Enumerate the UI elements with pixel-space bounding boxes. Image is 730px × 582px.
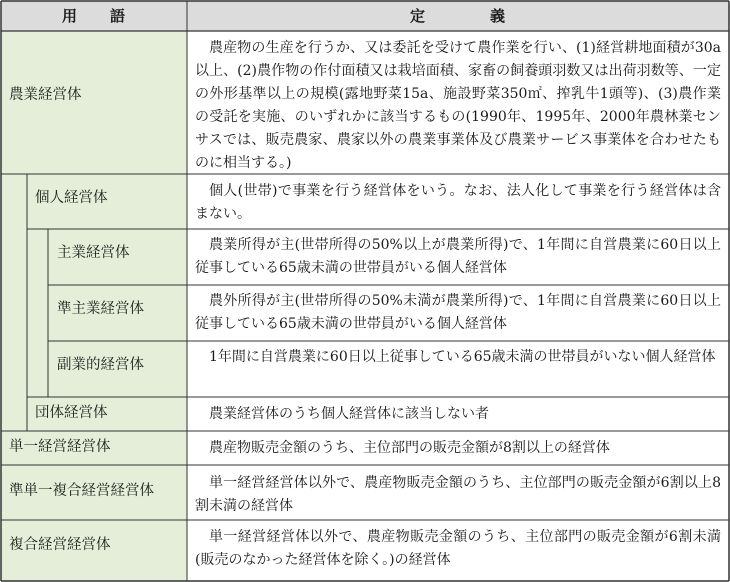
definition-side-business-entity: 1年間に自営農業に60日以上従事している65歳未満の世帯員がいない個人経営体 xyxy=(209,349,716,365)
term-organization-entity: 団体経営体 xyxy=(35,405,108,421)
definition-single-management-entity: 農産物販売金額のうち、主位部門の販売金額が8割以上の経営体 xyxy=(209,440,610,456)
definition-main-business-entity: 農業所得が主(世帯所得の50%以上が農業所得)で、1年間に自営農業に60日以上従事している65歳未満の世帯員がいる個人経営体 xyxy=(195,237,721,276)
header-term: 用 語 xyxy=(61,7,126,25)
definition-semi-single-complex-entity: 単一経営経営体以外で、農産物販売金額のうち、主位部門の販売金額が6割以上8割未満の経営体 xyxy=(195,475,721,514)
definition-farm-management-entity: 農産物の生産を行うか、又は委託を受けて農作業を行い、(1)経営耕地面積が30a以上、(2)農作物の作付面積又は栽培面積、家畜の飼養頭羽数又は出荷羽数等、一定の外形基準以上の規模(露地野菜15a、施設野菜350㎡、搾乳牛1頭等)、(3)農作業の受託を実施、のいずれかに該当するもの(1990年、1995年、2000年農林業センサスでは、販売農家、農家以外の農業事業体及び農業サービス事業体を合わせたものに相当する。) xyxy=(195,40,721,171)
term-semi-single-complex-entity: 準単一複合経営経営体 xyxy=(9,483,154,499)
header-definition: 定 義 xyxy=(409,7,506,25)
term-side-business-entity: 副業的経営体 xyxy=(57,357,144,373)
term-semi-main-business-entity: 準主業経営体 xyxy=(57,301,144,317)
definition-complex-management-entity: 単一経営経営体以外で、農産物販売金額のうち、主位部門の販売金額が6割未満(販売のなかった経営体を除く。)の経営体 xyxy=(195,529,721,568)
term-farm-management-entity: 農業経営体 xyxy=(9,87,82,103)
term-single-management-entity: 単一経営経営体 xyxy=(9,439,111,455)
definition-semi-main-business-entity: 農外所得が主(世帯所得の50%未満が農業所得)で、1年間に自営農業に60日以上従事している65歳未満の世帯員がいる個人経営体 xyxy=(195,293,721,332)
term-complex-management-entity: 複合経営経営体 xyxy=(9,537,111,553)
definition-organization-entity: 農業経営体のうち個人経営体に該当しない者 xyxy=(209,406,489,422)
term-individual-entity: 個人経営体 xyxy=(35,190,108,206)
term-main-business-entity: 主業経営体 xyxy=(57,245,130,261)
definition-individual-entity: 個人(世帯)で事業を行う経営体をいう。なお、法人化して事業を行う経営体は含まない。 xyxy=(195,183,721,222)
